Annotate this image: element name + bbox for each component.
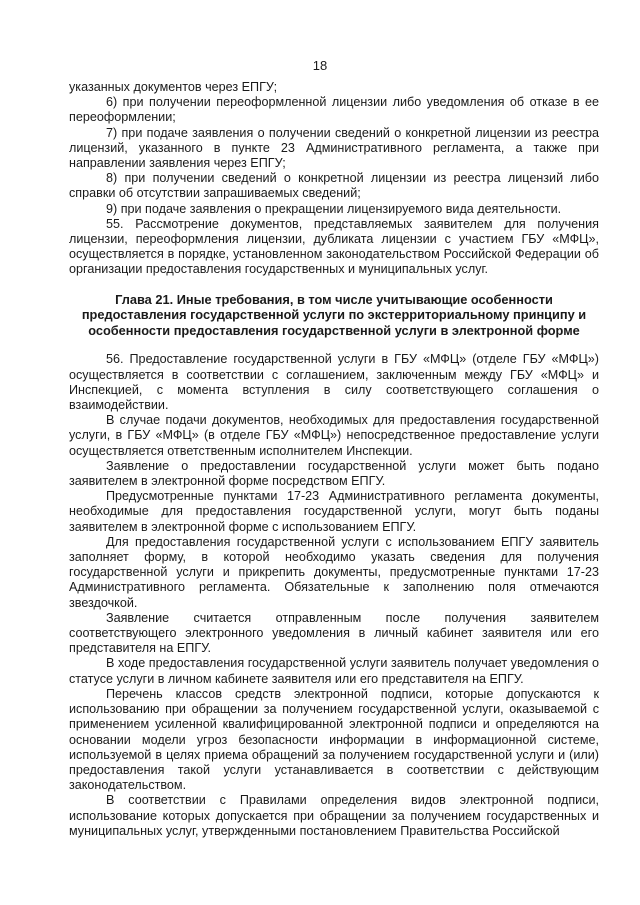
paragraph: Перечень классов средств электронной подписи, которые допускаются к использованию при обращении за получением государственной услуги, оказываемой с применением усиленной квалифицированной электронной подписи и определяются на основании модели угроз безопасности информации в информационной системе, используемой в целях приема обращений за получением государственной услуги и (или) предоставления такой услуги устанавливается в соответствии с действующим законодательством. [69, 686, 599, 793]
document-body [69, 80, 599, 839]
paragraph: Для предоставления государственной услуги с использованием ЕПГУ заявитель заполняет форму, в которой необходимо указать сведения для получения государственной услуги и прикрепить документы, предусмотренные пунктами 17-23 Административного регламента. Обязательные к заполнению поля отмечаются звездочкой. [69, 534, 599, 610]
chapter-title: Глава 21. Иные требования, в том числе учитывающие особенности предоставления государственной услуги по экстерриториальному принципу и особенности предоставления государственной услуги в электронной форме [81, 291, 587, 338]
paragraph: В соответствии с Правилами определения видов электронной подписи, использование которых допускается при обращении за получением государственных и муниципальных услуг, утвержденными постановлением Правительства Российской [69, 793, 599, 838]
page-number: 18 [312, 58, 328, 73]
paragraph: 8) при получении сведений о конкретной лицензии из реестра лицензий либо справки об отсутствии запрашиваемых сведений; [69, 171, 599, 201]
paragraph: 55. Рассмотрение документов, представляемых заявителем для получения лицензии, переоформления лицензии, дубликата лицензии с участием ГБУ «МФЦ», осуществляется в порядке, установленном законодательством Российской Федерации об организации предоставления государственных и муниципальных услуг. [69, 216, 599, 277]
paragraph: Заявление о предоставлении государственной услуги может быть подано заявителем в электронной форме посредством ЕПГУ. [69, 458, 599, 489]
paragraph: 7) при подаче заявления о получении сведений о конкретной лицензии из реестра лицензий, указанного в пункте 23 Административного регламента, а также при направлении заявления через ЕПГУ; [69, 125, 599, 171]
section-before-chapter [69, 80, 599, 278]
section-after-chapter [69, 352, 599, 839]
paragraph: 6) при получении переоформленной лицензии либо уведомления об отказе в ее переоформлении; [69, 95, 599, 125]
paragraph: 9) при подаче заявления о прекращении лицензируемого вида деятельности. [106, 201, 562, 216]
paragraph: В ходе предоставления государственной услуги заявитель получает уведомления о статусе услуги в личном кабинете заявителя или его представителя на ЕПГУ. [69, 656, 599, 686]
paragraph: Предусмотренные пунктами 17-23 Административного регламента документы, необходимые для предоставления государственной услуги, могут быть поданы заявителем в электронной форме с использованием ЕПГУ. [69, 489, 599, 534]
paragraph: В случае подачи документов, необходимых для предоставления государственной услуги, в ГБУ «МФЦ» (в отделе ГБУ «МФЦ») непосредственное предоставление услуги осуществляется ответственным исполнителем Инспекции. [69, 413, 599, 458]
paragraph: указанных документов через ЕПГУ; [69, 80, 278, 94]
paragraph: 56. Предоставление государственной услуги в ГБУ «МФЦ» (отделе ГБУ «МФЦ») осуществляется в соответствии с соглашением, заключенным между ГБУ «МФЦ» и Инспекцией, с момента вступления в силу соответствующего соглашения о взаимодействии. [69, 352, 599, 413]
paragraph: Заявление считается отправленным после получения заявителем соответствующего электронного уведомления в личный кабинет заявителя или его представителя на ЕПГУ. [69, 610, 599, 656]
